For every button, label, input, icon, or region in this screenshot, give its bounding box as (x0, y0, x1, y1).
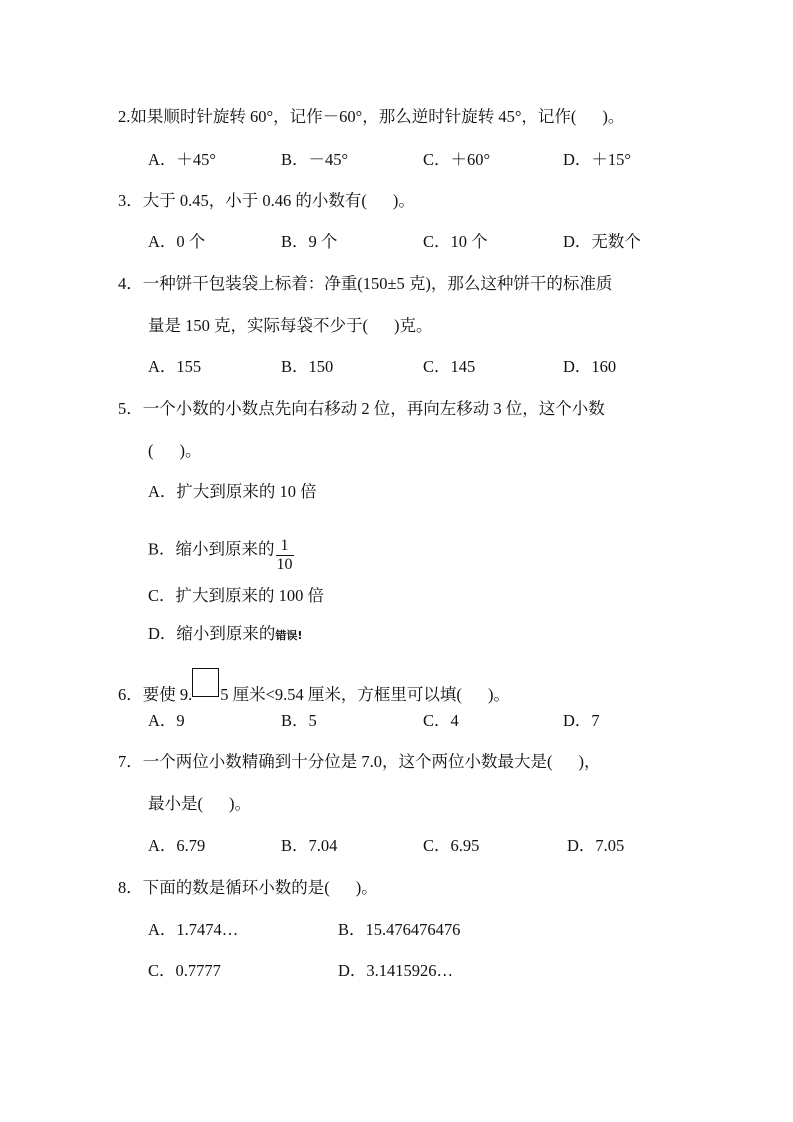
option-a[interactable]: A．＋45° (148, 150, 217, 169)
option-d[interactable]: D．160 (563, 357, 617, 376)
question-text: 要使 9. (142, 685, 193, 704)
option-b[interactable]: B．9 个 (281, 232, 338, 251)
question-5-stem-cont: ( )。 (148, 441, 202, 460)
question-text: 一种饼干包装袋上标着：净重(150±5 克)，那么这种饼干的标准质 (142, 274, 613, 293)
question-text: 一个小数的小数点先向右移动 2 位，再向左移动 3 位，这个小数 (142, 399, 605, 418)
question-number: 2. (118, 107, 131, 126)
question-4-stem-cont: 量是 150 克，实际每袋不少于( )克。 (148, 316, 433, 335)
option-c[interactable]: C．6.95 (423, 836, 480, 855)
option-d[interactable]: D．＋15° (563, 150, 632, 169)
question-text: 一个两位小数精确到十分位是 7.0，这个两位小数最大是( (142, 752, 553, 771)
option-b[interactable]: B．7.04 (281, 836, 338, 855)
question-number: 4． (118, 274, 143, 293)
option-a[interactable]: A．0 个 (148, 232, 206, 251)
option-c[interactable]: C．0.7777 (148, 961, 221, 980)
fraction-numerator: 1 (276, 537, 294, 556)
question-5-stem (118, 399, 605, 419)
question-4-stem (118, 274, 612, 294)
question-number: 7． (118, 752, 143, 771)
option-c[interactable]: C．10 个 (423, 232, 488, 251)
question-6-stem: 6．要使 9. 5 厘米<9.54 厘米，方框里可以填( )。 (118, 674, 510, 705)
square-box-blank[interactable] (192, 668, 219, 697)
question-7-stem-cont: 最小是( )。 (148, 794, 251, 813)
question-text: 下面的数是循环小数的是( (142, 878, 330, 897)
option-b[interactable]: B．150 (281, 357, 334, 376)
option-c[interactable]: C．4 (423, 711, 459, 730)
option-a[interactable]: A．9 (148, 711, 185, 730)
option-d[interactable]: D．7 (563, 711, 600, 730)
question-text: 如果顺时针旋转 60°，记作－60°，那么逆时针旋转 45°，记作( (130, 107, 577, 126)
question-number: 8． (118, 878, 143, 897)
fraction-denominator: 10 (276, 556, 293, 573)
error-text: 错误! (275, 629, 303, 642)
question-3-stem: 3．大于 0.45，小于 0.46 的小数有( )。 (118, 191, 415, 210)
fraction (276, 537, 294, 574)
question-2-stem: 2.如果顺时针旋转 60°，记作－60°，那么逆时针旋转 45°，记作( )。 (118, 107, 625, 126)
option-a[interactable]: A．6.79 (148, 836, 206, 855)
question-number: 3． (118, 191, 143, 210)
option-c[interactable]: C．扩大到原来的 100 倍 (148, 586, 325, 605)
option-d[interactable]: D．3.1415926… (338, 961, 454, 980)
option-a[interactable]: A．扩大到原来的 10 倍 (148, 482, 317, 501)
question-number: 6． (118, 685, 143, 704)
option-d[interactable]: D．7.05 (567, 836, 625, 855)
question-8-stem: 8．下面的数是循环小数的是( )。 (118, 878, 378, 897)
option-a[interactable]: A．1.7474… (148, 920, 239, 939)
option-b[interactable]: B．－45° (281, 150, 349, 169)
question-text: 大于 0.45，小于 0.46 的小数有( (142, 191, 367, 210)
question-number: 5． (118, 399, 143, 418)
question-7-stem: 7．一个两位小数精确到十分位是 7.0，这个两位小数最大是( )， (118, 752, 601, 771)
option-b[interactable]: B．缩小到原来的 $\frac{1}{10}$ (148, 537, 293, 573)
option-d[interactable]: D．缩小到原来的错误! (148, 624, 303, 643)
option-d[interactable]: D．无数个 (563, 232, 641, 251)
option-c[interactable]: C．＋60° (423, 150, 491, 169)
option-c[interactable]: C．145 (423, 357, 476, 376)
option-b[interactable]: B．15.476476476 (338, 920, 461, 939)
option-a[interactable]: A．155 (148, 357, 202, 376)
option-b[interactable]: B．5 (281, 711, 317, 730)
